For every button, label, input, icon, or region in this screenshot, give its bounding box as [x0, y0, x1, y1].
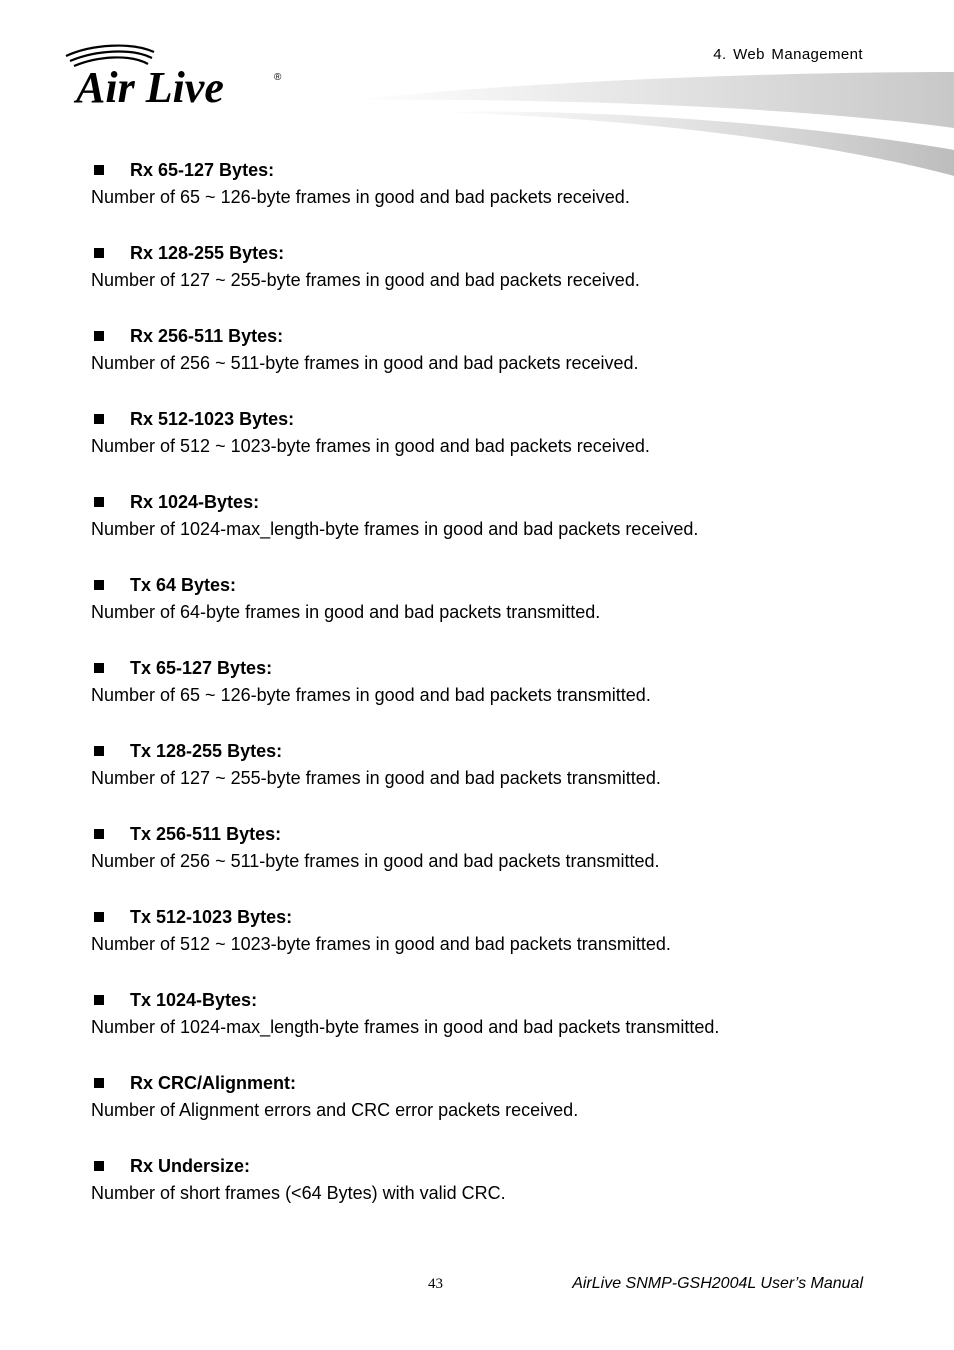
item-title: Tx 64 Bytes:	[130, 574, 237, 595]
list-item	[91, 906, 871, 989]
list-item	[91, 823, 871, 906]
chapter-header: 4. Web Management	[713, 46, 863, 63]
logo-wordmark: Air Live	[76, 63, 224, 108]
square-bullet-icon	[94, 912, 104, 922]
list-item	[91, 574, 871, 657]
list-item	[91, 325, 871, 408]
item-title: Rx CRC/Alignment:	[130, 1072, 296, 1093]
square-bullet-icon	[94, 497, 104, 507]
item-title: Tx 512-1023 Bytes:	[130, 906, 293, 927]
list-item	[91, 989, 871, 1072]
item-description: Number of 127 ~ 255-byte frames in good and bad packets transmitted.	[91, 768, 661, 788]
square-bullet-icon	[94, 1078, 104, 1088]
airlive-logo	[62, 42, 292, 108]
square-bullet-icon	[94, 580, 104, 590]
item-description: Number of Alignment errors and CRC error packets received.	[91, 1100, 579, 1120]
item-description: Number of 65 ~ 126-byte frames in good and bad packets transmitted.	[91, 685, 651, 705]
definition-list	[91, 159, 871, 1238]
item-description: Number of 127 ~ 255-byte frames in good and bad packets received.	[91, 270, 640, 290]
square-bullet-icon	[94, 331, 104, 341]
list-item	[91, 159, 871, 242]
list-item	[91, 740, 871, 823]
item-title: Rx Undersize:	[130, 1155, 251, 1176]
square-bullet-icon	[94, 1161, 104, 1171]
list-item	[91, 491, 871, 574]
list-item	[91, 408, 871, 491]
square-bullet-icon	[94, 165, 104, 175]
list-item	[91, 657, 871, 740]
item-title: Tx 128-255 Bytes:	[130, 740, 283, 761]
list-item	[91, 1072, 871, 1155]
square-bullet-icon	[94, 829, 104, 839]
item-title: Rx 65-127 Bytes:	[130, 159, 275, 180]
square-bullet-icon	[94, 746, 104, 756]
manual-title: AirLive SNMP-GSH2004L User’s Manual	[572, 1275, 863, 1292]
item-description: Number of 256 ~ 511-byte frames in good and bad packets transmitted.	[91, 851, 660, 871]
item-title: Rx 512-1023 Bytes:	[130, 408, 295, 429]
page-number: 43	[428, 1276, 443, 1292]
item-title: Rx 256-511 Bytes:	[130, 325, 284, 346]
list-item	[91, 1155, 871, 1238]
item-title: Tx 65-127 Bytes:	[130, 657, 273, 678]
item-title: Tx 1024-Bytes:	[130, 989, 258, 1010]
item-description: Number of 1024-max_length-byte frames in good and bad packets transmitted.	[91, 1017, 720, 1037]
item-description: Number of 256 ~ 511-byte frames in good and bad packets received.	[91, 353, 639, 373]
item-description: Number of 64-byte frames in good and bad packets transmitted.	[91, 602, 601, 622]
item-description: Number of 512 ~ 1023-byte frames in good and bad packets received.	[91, 436, 650, 456]
registered-mark: ®	[274, 72, 282, 83]
list-item	[91, 242, 871, 325]
item-description: Number of 1024-max_length-byte frames in good and bad packets received.	[91, 519, 699, 539]
square-bullet-icon	[94, 995, 104, 1005]
item-title: Tx 256-511 Bytes:	[130, 823, 282, 844]
item-title: Rx 128-255 Bytes:	[130, 242, 285, 263]
item-description: Number of short frames (<64 Bytes) with valid CRC.	[91, 1183, 506, 1203]
item-description: Number of 512 ~ 1023-byte frames in good and bad packets transmitted.	[91, 934, 671, 954]
square-bullet-icon	[94, 414, 104, 424]
item-description: Number of 65 ~ 126-byte frames in good and bad packets received.	[91, 187, 630, 207]
square-bullet-icon	[94, 248, 104, 258]
item-title: Rx 1024-Bytes:	[130, 491, 260, 512]
square-bullet-icon	[94, 663, 104, 673]
